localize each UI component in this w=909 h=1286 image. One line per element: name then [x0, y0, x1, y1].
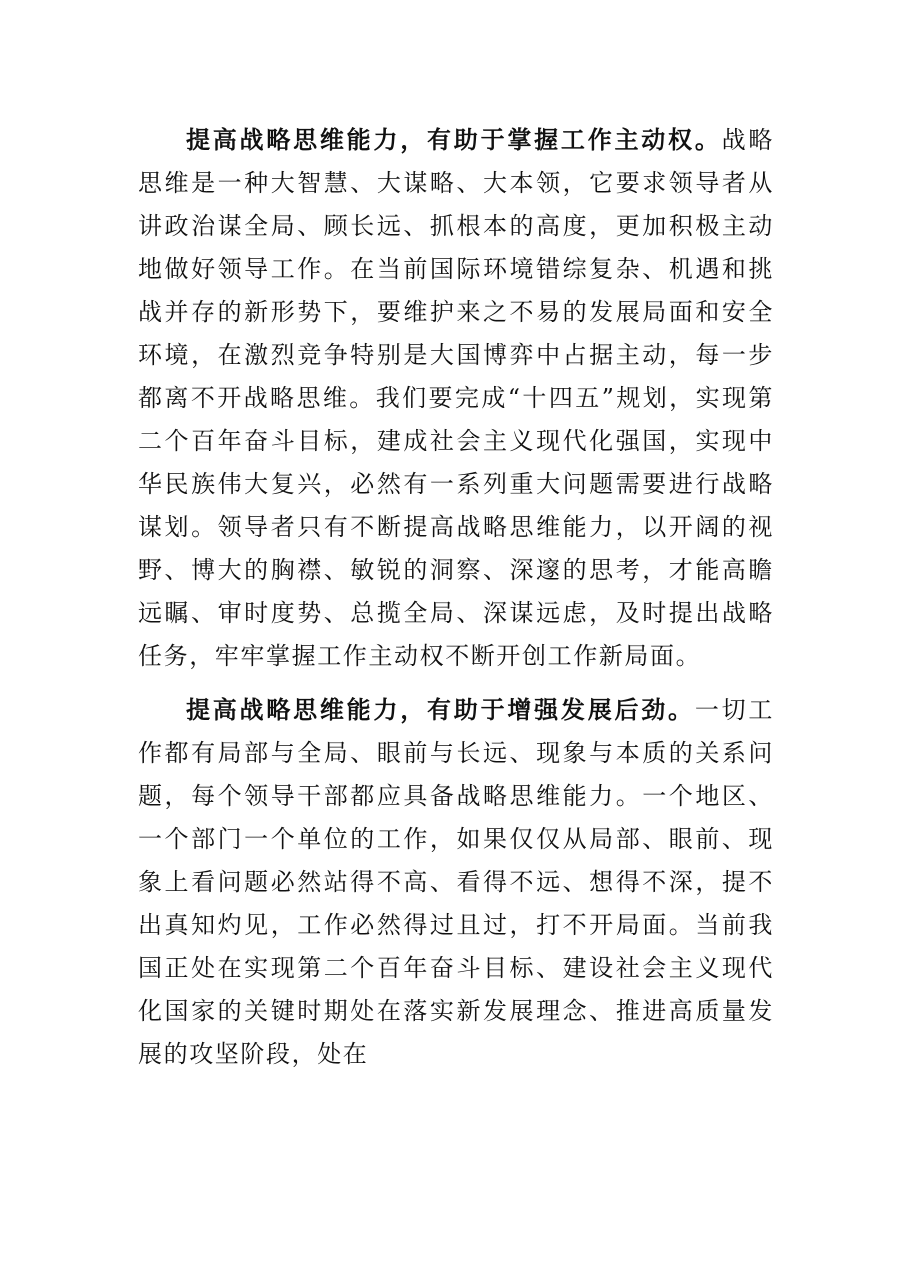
paragraph-1 [138, 118, 774, 678]
paragraph-1-lead: 提高战略思维能力，有助于掌握工作主动权。 [186, 125, 722, 154]
paragraph-2 [138, 688, 774, 1076]
paragraph-2-body: 一切工作都有局部与全局、眼前与长远、现象与本质的关系问题，每个领导干部都应具备战略思维能力。一个地区、一个部门一个单位的工作，如果仅仅从局部、眼前、现象上看问题必然站得不高、看得不远、想得不深，提不出真知灼见，工作必然得过且过，打不开局面。当前我国正处在实现第二个百年奋斗目标、建设社会主义现代化国家的关键时期处在落实新发展理念、推进高质量发展的攻坚阶段，处在 [138, 696, 774, 1068]
document-body [138, 118, 774, 1076]
paragraph-1-body: 战略思维是一种大智慧、大谋略、大本领，它要求领导者从讲政治谋全局、顾长远、抓根本的高度，更加积极主动地做好领导工作。在当前国际环境错综复杂、机遇和挑战并存的新形势下，要维护来之不易的发展局面和安全环境，在激烈竞争特别是大国博弈中占据主动，每一步都离不开战略思维。我们要完成“十四五”规划，实现第二个百年奋斗目标，建成社会主义现代化强国，实现中华民族伟大复兴，必然有一系列重大问题需要进行战略谋划。领导者只有不断提高战略思维能力，以开阔的视野、博大的胸襟、敏锐的洞察、深邃的思考，才能高瞻远瞩、审时度势、总揽全局、深谋远虑，及时提出战略任务，牢牢掌握工作主动权不断开创工作新局面。 [138, 126, 775, 670]
paragraph-2-lead: 提高战略思维能力，有助于增强发展后劲。 [186, 695, 695, 724]
